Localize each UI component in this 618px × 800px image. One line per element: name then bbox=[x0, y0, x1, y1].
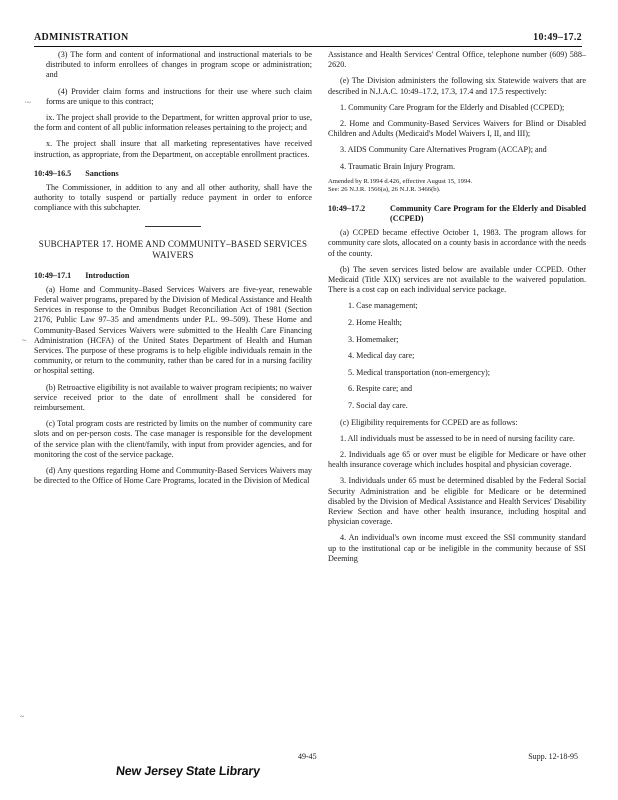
supplement-date: Supp. 12-18-95 bbox=[528, 752, 578, 761]
paragraph: (b) The seven services listed below are available under CCPED. Other Medicaid (Title XIX) services are not available to the waivered population. There is a cost cap on each individual service package. bbox=[328, 264, 586, 295]
list-item: 3. AIDS Community Care Alternatives Program (ACCAP); and bbox=[340, 145, 547, 155]
indented-items bbox=[34, 50, 312, 107]
scan-mark: ~ bbox=[20, 712, 25, 721]
list-item: 1. Case management; bbox=[348, 301, 418, 311]
amendment-line: See: 26 N.J.R. 1566(a), 26 N.J.R. 3466(b). bbox=[328, 185, 441, 193]
paragraph: (b) Retroactive eligibility is not available to waiver program recipients; no waiver service received prior to the date of enrollment shall be considered for reimbursement. bbox=[34, 382, 313, 413]
header-section-number: 10:49–17.2 bbox=[533, 32, 582, 43]
paragraph: (d) Any questions regarding Home and Community-Based Services Waivers may be directed to the Office of Home Care Programs, located in the Division of Medical bbox=[34, 466, 312, 486]
paragraph: 1. All individuals must be assessed to be in need of nursing facility care. bbox=[340, 433, 575, 443]
amendment-line: Amended by R.1994 d.426, effective August 15, 1994. bbox=[328, 177, 473, 185]
paragraph: (c) Eligibility requirements for CCPED are as follows: bbox=[340, 417, 518, 427]
running-header bbox=[34, 32, 582, 47]
list-item: 2. Home Health; bbox=[348, 318, 402, 328]
section-heading bbox=[34, 169, 312, 179]
section-title: Sanctions bbox=[85, 168, 119, 178]
paragraph: 3. Individuals under 65 must be determined disabled by the Federal Social Security Administration and be eligible for Medicare or be determined disabled by the Division of Medical Assistance and Health Services' Disability Review Section and have other health insurance, including hospital and physician coverage. bbox=[328, 476, 586, 527]
paragraph: ix. The project shall provide to the Department, for written approval prior to use, the form and content of all public information releases pertaining to the project; and bbox=[34, 113, 312, 133]
paragraph: (4) Provider claim forms and instructions for their use where such claim forms are unique to this contract; bbox=[46, 86, 312, 106]
header-title: ADMINISTRATION bbox=[34, 32, 129, 43]
paragraph: (c) Total program costs are restricted by limits on the number of community care slots and on per-person costs. The case manager is responsible for the development of the service plan with the client/family, with input from provider agencies, and for monitoring the cost of the service package. bbox=[34, 419, 312, 459]
page-number: 49-45 bbox=[298, 752, 317, 761]
right-column bbox=[328, 50, 586, 570]
paragraph: (3) The form and content of informational and instructional materials to be distributed to inform enrollees of changes in program scope or administration; and bbox=[46, 50, 312, 80]
paragraph: (e) The Division administers the following six Statewide waivers that are described in N.J.A.C. 10:49–17.2, 17.3, 17.4 and 17.5 respectively: bbox=[328, 76, 586, 96]
section-heading bbox=[328, 204, 586, 224]
paragraph: 2. Individuals age 65 or over must be eligible for Medicare or have other health insurance coverage which includes hospital and physician coverage. bbox=[328, 450, 586, 470]
divider bbox=[145, 226, 201, 227]
section-number: 10:49–16.5 bbox=[34, 168, 72, 178]
list-item: 3. Homemaker; bbox=[348, 334, 399, 344]
waiver-list bbox=[328, 103, 586, 172]
paragraph: Assistance and Health Services' Central Office, telephone number (609) 588–2620. bbox=[328, 50, 586, 70]
section-heading bbox=[34, 271, 312, 281]
section-number: 10:49–17.2 bbox=[328, 203, 366, 213]
paragraph: x. The project shall insure that all marketing representatives have received instruction, as appropriate, from the Department, on acceptable enrollment practices. bbox=[34, 139, 312, 159]
list-item: 4. Medical day care; bbox=[348, 351, 415, 361]
list-item: 1. Community Care Program for the Elderly and Disabled (CCPED); bbox=[340, 102, 565, 112]
list-item: 5. Medical transportation (non-emergency); bbox=[348, 367, 490, 377]
paragraph: (a) Home and Community–Based Services Waivers are five-year, renewable Federal waiver programs, prepared by the Division of Medical Assistance and Health Services in response to the Omnibus Budget Reconciliation Act of 1981 (Section 2176, Public Law 97–35 and amendments under P.L. 99–509). These Home and Community-Based Services Waivers were submitted to the Health Care Financing Administration (HCFA) of the United States Department of Health and Human Services. The purpose of these programs is to help eligible individuals remain in the community, or return to the community, rather than be cared for in a nursing facility or hospital setting. bbox=[34, 284, 312, 376]
scan-mark: ·~ bbox=[24, 98, 31, 107]
section-title: Community Care Program for the Elderly and Disabled (CCPED) bbox=[390, 203, 586, 224]
paragraph: 4. An individual's own income must exceed the SSI community standard up to the institutional cap or be ineligible in the community because of SSI Deeming bbox=[328, 533, 586, 563]
paragraph: The Commissioner, in addition to any and all other authority, shall have the authority to totally suspend or partially reduce payment in order to enforce compliance with this subchapter. bbox=[34, 183, 312, 213]
list-item: 7. Social day care. bbox=[348, 401, 408, 411]
section-title: Introduction bbox=[85, 270, 130, 280]
section-number: 10:49–17.1 bbox=[34, 270, 72, 280]
list-item: 2. Home and Community-Based Services Waivers for Blind or Disabled Children and Adults (Medicaid's Model Waivers I, II, and III); bbox=[328, 119, 586, 139]
subchapter-title: SUBCHAPTER 17. HOME AND COMMUNITY–BASED SERVICES WAIVERS bbox=[38, 238, 308, 260]
list-item: 4. Traumatic Brain Injury Program. bbox=[340, 161, 456, 171]
scan-mark: ~ bbox=[22, 336, 27, 345]
left-column bbox=[34, 50, 312, 493]
list-item: 6. Respite care; and bbox=[348, 384, 413, 394]
services-list bbox=[328, 301, 586, 411]
paragraph: (a) CCPED became effective October 1, 1983. The program allows for community care slots, allocated on a county basis in accordance with the needs of the county. bbox=[328, 228, 586, 258]
amendment-note bbox=[328, 178, 586, 194]
library-stamp: New Jersey State Library bbox=[115, 764, 261, 778]
